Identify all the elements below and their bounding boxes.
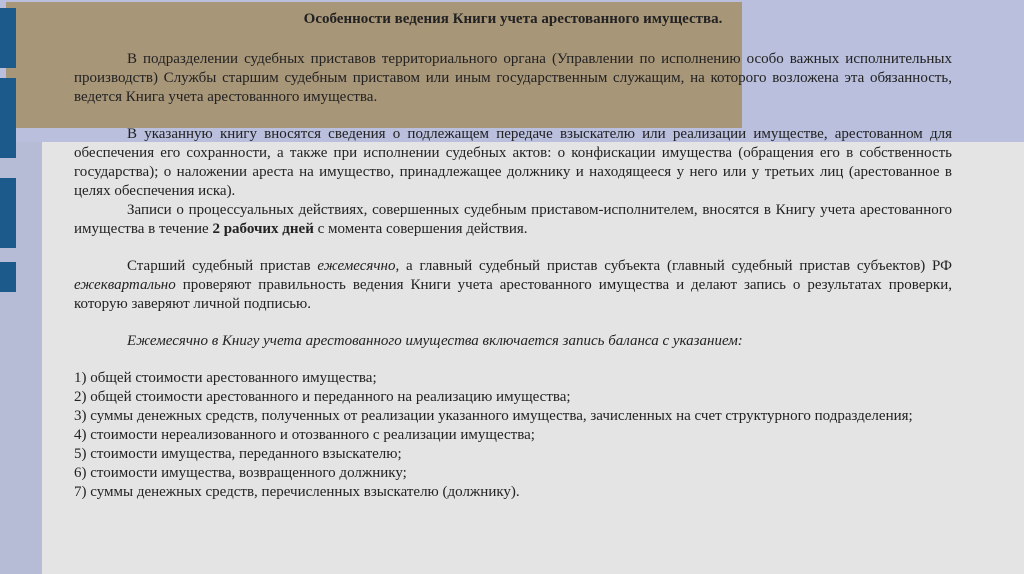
- decorative-blue-bar: [0, 78, 16, 158]
- list-item: 7) суммы денежных средств, перечисленных взыскателю (должнику).: [74, 484, 520, 500]
- balance-list: [74, 369, 952, 502]
- paragraph-record-deadline: [74, 201, 952, 239]
- slide-content: [74, 8, 952, 502]
- list-item: 4) стоимости нереализованного и отозванного с реализации имущества;: [74, 427, 535, 443]
- page-title: Особенности ведения Книги учета арестованного имущества.: [303, 11, 723, 27]
- paragraph-text: Старший судебный пристав: [127, 258, 318, 274]
- balance-heading-italic: Ежемесячно в Книгу учета арестованного имущества включается запись баланса с указанием:: [127, 333, 743, 349]
- list-item: 6) стоимости имущества, возвращенного должнику;: [74, 465, 407, 481]
- paragraph-balance-heading: [74, 332, 952, 351]
- list-item: 5) стоимости имущества, переданного взыскателю;: [74, 446, 402, 462]
- deadline-bold: 2 рабочих дней: [212, 221, 314, 237]
- decorative-blue-bar: [0, 262, 16, 292]
- paragraph-text: с момента совершения действия.: [313, 221, 528, 237]
- list-item: 2) общей стоимости арестованного и переданного на реализацию имущества;: [74, 389, 571, 405]
- paragraph-text: проверяют правильность ведения Книги учета арестованного имущества и делают запись о результатах проверки, которую заверяют личной подписью.: [74, 277, 952, 312]
- list-item: 3) суммы денежных средств, полученных от реализации указанного имущества, зачисленных на счет структурного подразделения;: [74, 408, 913, 424]
- decorative-blue-bar: [0, 8, 16, 68]
- quarterly-italic: ежеквартально: [74, 277, 176, 293]
- paragraph-text: , а главный судебный пристав субъекта (главный судебный пристав субъектов) РФ: [395, 258, 952, 274]
- paragraph-register-contents: В указанную книгу вносятся сведения о подлежащем передаче взыскателю или реализации имуществе, арестованном для обеспечения его сохранности, а также при исполнении судебных актов: о конфискации имущества (обращения его в собственность государства); о наложении ареста на имущество, принадлежащее должнику и находящееся у него или у третьих лиц (арестованное в целях обеспечения иска).: [74, 126, 952, 199]
- list-item: 1) общей стоимости арестованного имущества;: [74, 370, 377, 386]
- paragraph-text: Записи о процессуальных действиях, совершенных судебным приставом-исполнителем, вносятся в Книгу учета арестованного имущества в течение: [74, 202, 952, 237]
- decorative-blue-bar: [0, 178, 16, 248]
- monthly-italic: ежемесячно: [317, 258, 396, 274]
- paragraph-register-keeping: В подразделении судебных приставов территориального органа (Управлении по исполнению особо важных исполнительных производств) Службы старшим судебным приставом или иным государственным служащим, на которого возложена эта обязанность, ведется Книга учета арестованного имущества.: [74, 51, 952, 105]
- paragraph-inspection: [74, 257, 952, 314]
